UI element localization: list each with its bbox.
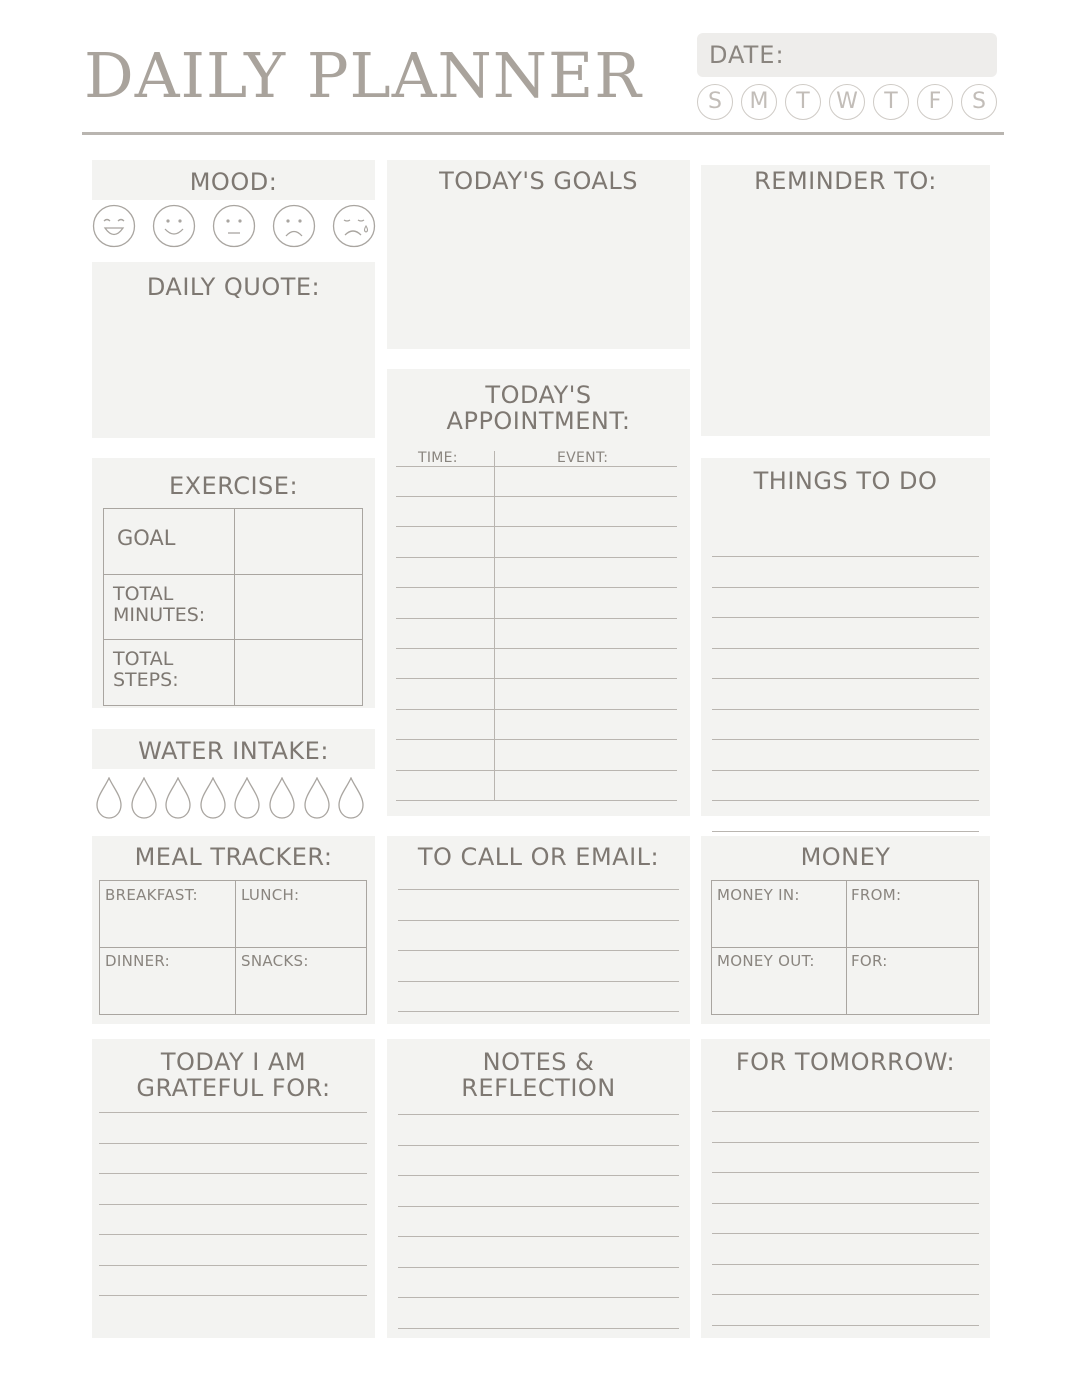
- appointment-row-line[interactable]: [396, 496, 677, 497]
- event-column-header: EVENT:: [557, 450, 609, 466]
- grateful-line[interactable]: [99, 1295, 367, 1296]
- appointment-row-line[interactable]: [396, 770, 677, 771]
- laughing-face-icon[interactable]: [92, 204, 136, 248]
- todo-line[interactable]: [712, 587, 979, 588]
- grateful-line[interactable]: [99, 1143, 367, 1144]
- exercise-section: [92, 458, 375, 708]
- tomorrow-line[interactable]: [712, 1233, 979, 1234]
- appointment-title-line2: APPOINTMENT:: [446, 407, 631, 435]
- exercise-table: [103, 508, 363, 706]
- water-drop-icon[interactable]: [200, 777, 226, 819]
- grateful-title-line2: GRATEFUL FOR:: [136, 1074, 331, 1102]
- appointment-row-line[interactable]: [396, 648, 677, 649]
- todays-goals-title: TODAY'S GOALS: [439, 167, 638, 195]
- page-title: DAILY PLANNER: [84, 39, 642, 112]
- water-drop-icon[interactable]: [304, 777, 330, 819]
- appointment-row-line[interactable]: [396, 557, 677, 558]
- todo-line[interactable]: [712, 648, 979, 649]
- reminder-title: REMINDER TO:: [754, 167, 937, 195]
- water-intake-title: WATER INTAKE:: [138, 737, 329, 765]
- day-monday[interactable]: M: [741, 84, 777, 120]
- call-line[interactable]: [398, 981, 679, 982]
- tomorrow-line[interactable]: [712, 1325, 979, 1326]
- todo-line[interactable]: [712, 709, 979, 710]
- daily-quote-title: DAILY QUOTE:: [146, 273, 321, 301]
- notes-title-line1: NOTES &: [482, 1048, 595, 1076]
- breakfast-label: BREAKFAST:: [105, 886, 198, 904]
- grateful-line[interactable]: [99, 1265, 367, 1266]
- tomorrow-line[interactable]: [712, 1264, 979, 1265]
- time-column-header: TIME:: [418, 450, 458, 466]
- water-drop-icon[interactable]: [131, 777, 157, 819]
- grateful-line[interactable]: [99, 1173, 367, 1174]
- water-intake-section: [92, 729, 375, 769]
- exercise-minutes-field[interactable]: [234, 574, 362, 639]
- water-drop-icon[interactable]: [269, 777, 295, 819]
- exercise-title: EXERCISE:: [168, 472, 299, 500]
- money-title: MONEY: [800, 843, 891, 871]
- money-out-label: MONEY OUT:: [717, 952, 815, 970]
- notes-line[interactable]: [398, 1267, 679, 1268]
- sad-face-icon[interactable]: [272, 204, 316, 248]
- call-or-email-title: TO CALL OR EMAIL:: [417, 843, 660, 871]
- appointment-row-line[interactable]: [396, 587, 677, 588]
- notes-section: [387, 1039, 690, 1338]
- title-divider: [82, 132, 1004, 135]
- notes-line[interactable]: [398, 1206, 679, 1207]
- day-sunday[interactable]: S: [697, 84, 733, 120]
- appointment-row-line[interactable]: [396, 739, 677, 740]
- call-line[interactable]: [398, 920, 679, 921]
- appointment-row-line[interactable]: [396, 526, 677, 527]
- exercise-steps-field[interactable]: [234, 639, 362, 705]
- notes-line[interactable]: [398, 1175, 679, 1176]
- water-drop-icon[interactable]: [165, 777, 191, 819]
- todays-goals-section: [387, 160, 690, 349]
- appointment-row-line[interactable]: [396, 618, 677, 619]
- call-line[interactable]: [398, 889, 679, 890]
- appointment-row-line[interactable]: [396, 678, 677, 679]
- mood-section: [92, 160, 375, 200]
- neutral-face-icon[interactable]: [212, 204, 256, 248]
- tomorrow-line[interactable]: [712, 1142, 979, 1143]
- things-to-do-section: [701, 458, 990, 816]
- notes-line[interactable]: [398, 1236, 679, 1237]
- appointment-row-line[interactable]: [396, 800, 677, 801]
- exercise-minutes-label: TOTAL MINUTES:: [113, 583, 206, 626]
- smiling-face-icon[interactable]: [152, 204, 196, 248]
- money-table: [711, 880, 979, 1015]
- exercise-goal-label: GOAL: [117, 526, 176, 550]
- notes-title-line2: REFLECTION: [461, 1074, 616, 1102]
- date-field[interactable]: DATE:: [697, 33, 997, 77]
- call-or-email-section: [387, 836, 690, 1024]
- notes-line[interactable]: [398, 1145, 679, 1146]
- things-to-do-title: THINGS TO DO: [753, 467, 938, 495]
- tomorrow-line[interactable]: [712, 1172, 979, 1173]
- money-from-label: FROM:: [851, 886, 902, 904]
- call-line[interactable]: [398, 950, 679, 951]
- todo-line[interactable]: [712, 678, 979, 679]
- day-wednesday[interactable]: W: [829, 84, 865, 120]
- for-tomorrow-title: FOR TOMORROW:: [735, 1048, 956, 1076]
- appointment-header-rule[interactable]: [396, 466, 677, 467]
- meal-tracker-title: MEAL TRACKER:: [134, 843, 333, 871]
- snacks-label: SNACKS:: [241, 952, 309, 970]
- money-in-label: MONEY IN:: [717, 886, 800, 904]
- todo-line[interactable]: [712, 831, 979, 832]
- day-saturday[interactable]: S: [961, 84, 997, 120]
- notes-line[interactable]: [398, 1328, 679, 1329]
- todo-line[interactable]: [712, 739, 979, 740]
- appointment-column-divider: [494, 451, 495, 800]
- todo-line[interactable]: [712, 617, 979, 618]
- tomorrow-line[interactable]: [712, 1111, 979, 1112]
- tomorrow-line[interactable]: [712, 1294, 979, 1295]
- todo-line[interactable]: [712, 556, 979, 557]
- crying-face-icon[interactable]: [332, 204, 376, 248]
- tomorrow-line[interactable]: [712, 1203, 979, 1204]
- notes-line[interactable]: [398, 1297, 679, 1298]
- grateful-line[interactable]: [99, 1112, 367, 1113]
- appointment-section: [387, 369, 690, 816]
- grateful-line[interactable]: [99, 1204, 367, 1205]
- grateful-section: [92, 1039, 375, 1338]
- appointment-title-line1: TODAY'S: [485, 381, 592, 409]
- money-for-label: FOR:: [851, 952, 888, 970]
- reminder-section: [701, 165, 990, 436]
- grateful-title-line1: TODAY I AM: [160, 1048, 307, 1076]
- dinner-label: DINNER:: [105, 952, 171, 970]
- todo-line[interactable]: [712, 800, 979, 801]
- grateful-line[interactable]: [99, 1234, 367, 1235]
- lunch-label: LUNCH:: [241, 886, 300, 904]
- for-tomorrow-section: [701, 1039, 990, 1338]
- mood-title: MOOD:: [189, 168, 278, 196]
- day-friday[interactable]: F: [917, 84, 953, 120]
- notes-line[interactable]: [398, 1114, 679, 1115]
- meal-table: [99, 880, 367, 1015]
- water-drop-icon[interactable]: [338, 777, 364, 819]
- money-section: [701, 836, 990, 1024]
- water-drop-icon[interactable]: [96, 777, 122, 819]
- appointment-row-line[interactable]: [396, 709, 677, 710]
- water-drop-icon[interactable]: [234, 777, 260, 819]
- meal-tracker-section: [92, 836, 375, 1024]
- daily-quote-section: [92, 262, 375, 438]
- todo-line[interactable]: [712, 770, 979, 771]
- exercise-goal-field[interactable]: [234, 509, 362, 574]
- call-line[interactable]: [398, 1011, 679, 1012]
- day-tuesday[interactable]: T: [785, 84, 821, 120]
- exercise-steps-label: TOTAL STEPS:: [113, 648, 179, 691]
- day-thursday[interactable]: T: [873, 84, 909, 120]
